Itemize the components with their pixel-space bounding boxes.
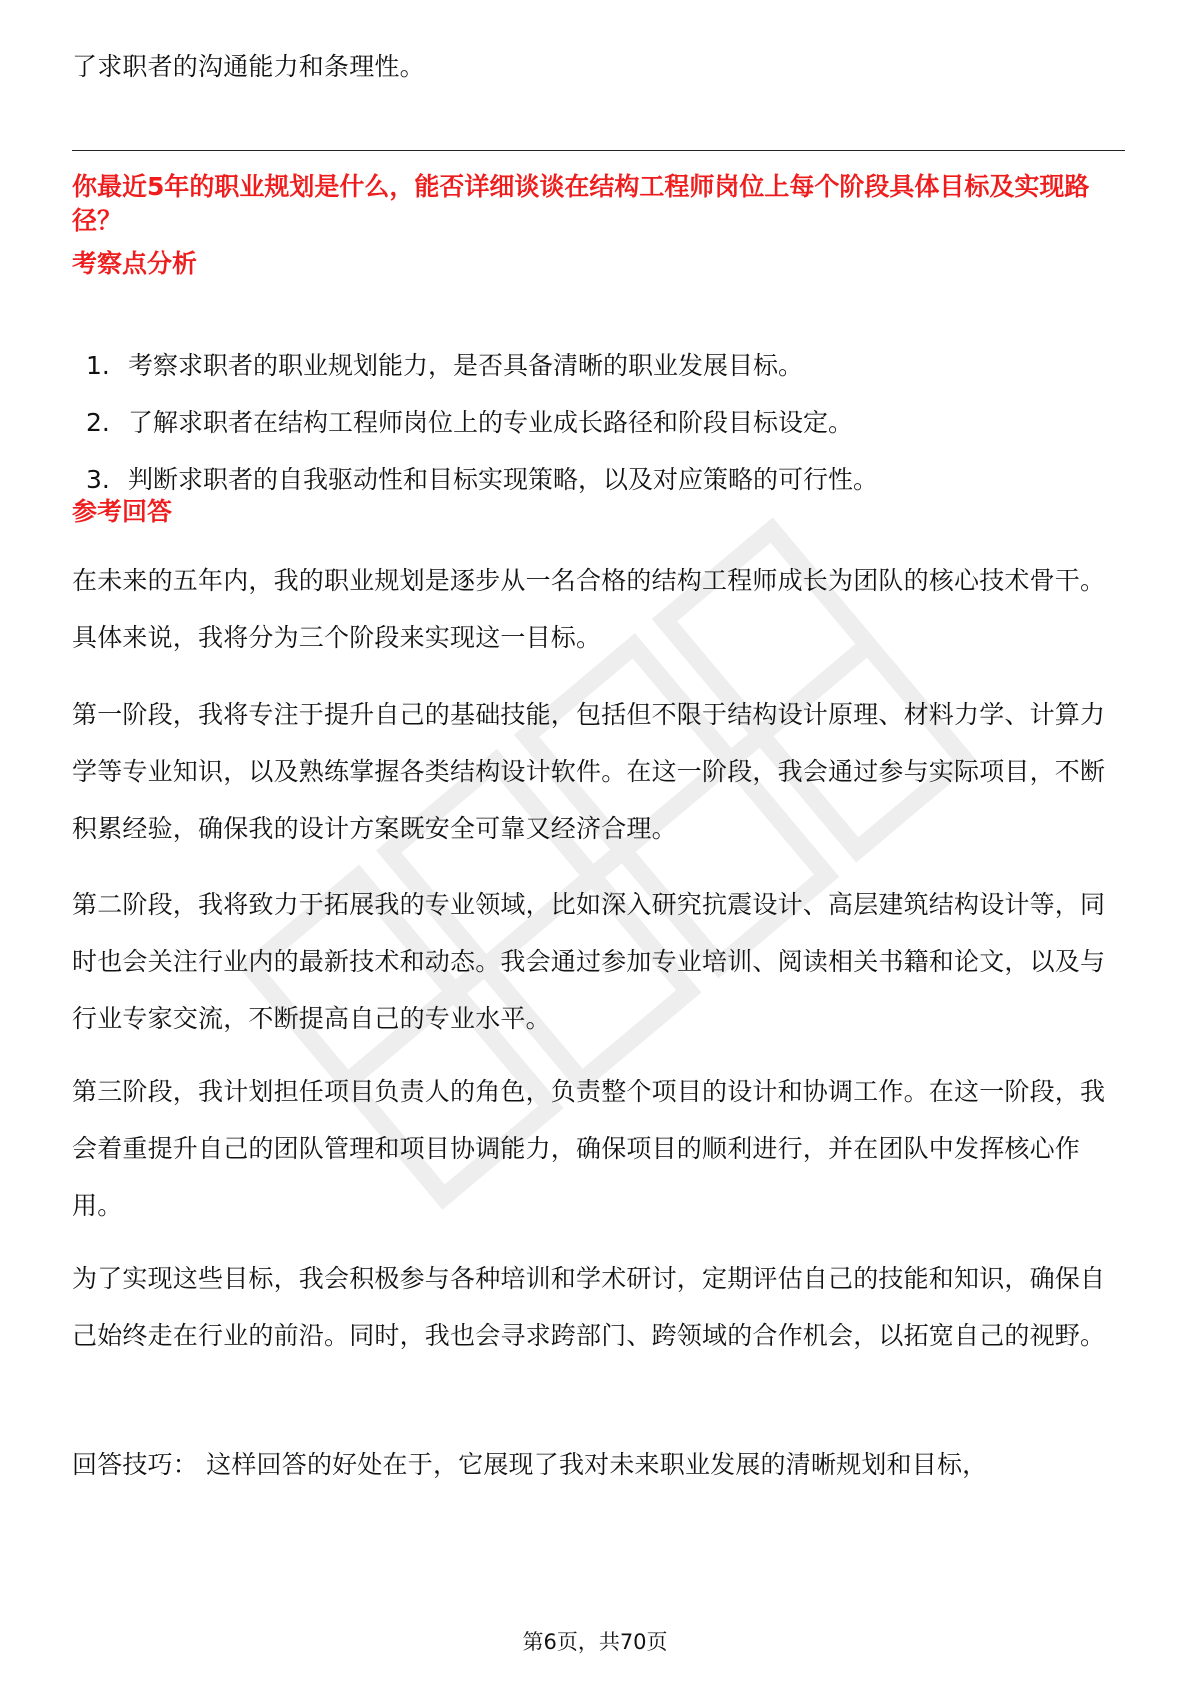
list-item-number: 2. <box>86 408 110 437</box>
interview-question: 你最近5年的职业规划是什么，能否详细谈谈在结构工程师岗位上每个阶段具体目标及实现路径？ <box>72 172 1090 235</box>
intro-tail-text: 了求职者的沟通能力和条理性。 <box>72 52 425 81</box>
list-item-number: 3. <box>86 465 110 494</box>
list-item <box>86 394 878 451</box>
answer-paragraph: 为了实现这些目标，我会积极参与各种培训和学术研讨，定期评估自己的技能和知识，确保自己始终走在行业的前沿。同时，我也会寻求跨部门、跨领域的合作机会，以拓宽自己的视野。 <box>72 1264 1106 1350</box>
section-divider <box>72 150 1125 151</box>
list-item-text: 考察求职者的职业规划能力，是否具备清晰的职业发展目标。 <box>128 351 804 380</box>
answer-paragraph: 第二阶段，我将致力于拓展我的专业领域，比如深入研究抗震设计、高层建筑结构设计等，同时也会关注行业内的最新技术和动态。我会通过参加专业培训、阅读相关书籍和论文，以及与行业专家交流，不断提高自己的专业水平。 <box>72 890 1106 1033</box>
answer-paragraph: 第一阶段，我将专注于提升自己的基础技能，包括但不限于结构设计原理、材料力学、计算力学等专业知识，以及熟练掌握各类结构设计软件。在这一阶段，我会通过参与实际项目，不断积累经验，确保我的设计方案既安全可靠又经济合理。 <box>72 700 1106 843</box>
list-item-text: 判断求职者的自我驱动性和目标实现策略，以及对应策略的可行性。 <box>128 465 879 494</box>
analysis-heading: 考察点分析 <box>72 249 198 278</box>
list-item-number: 1. <box>86 351 110 380</box>
answer-tip-paragraph: 回答技巧： 这样回答的好处在于，它展现了我对未来职业发展的清晰规划和目标， <box>72 1450 988 1479</box>
analysis-list <box>86 337 878 508</box>
answer-heading: 参考回答 <box>72 497 173 526</box>
list-item <box>86 337 878 394</box>
list-item <box>86 451 878 508</box>
page-number: 第6页，共70页 <box>522 1630 668 1654</box>
list-item-text: 了解求职者在结构工程师岗位上的专业成长路径和阶段目标设定。 <box>128 408 854 437</box>
answer-paragraph: 在未来的五年内，我的职业规划是逐步从一名合格的结构工程师成长为团队的核心技术骨干。具体来说，我将分为三个阶段来实现这一目标。 <box>72 566 1106 652</box>
answer-paragraph: 第三阶段，我计划担任项目负责人的角色，负责整个项目的设计和协调工作。在这一阶段，我会着重提升自己的团队管理和项目协调能力，确保项目的顺利进行，并在团队中发挥核心作用。 <box>72 1077 1106 1220</box>
